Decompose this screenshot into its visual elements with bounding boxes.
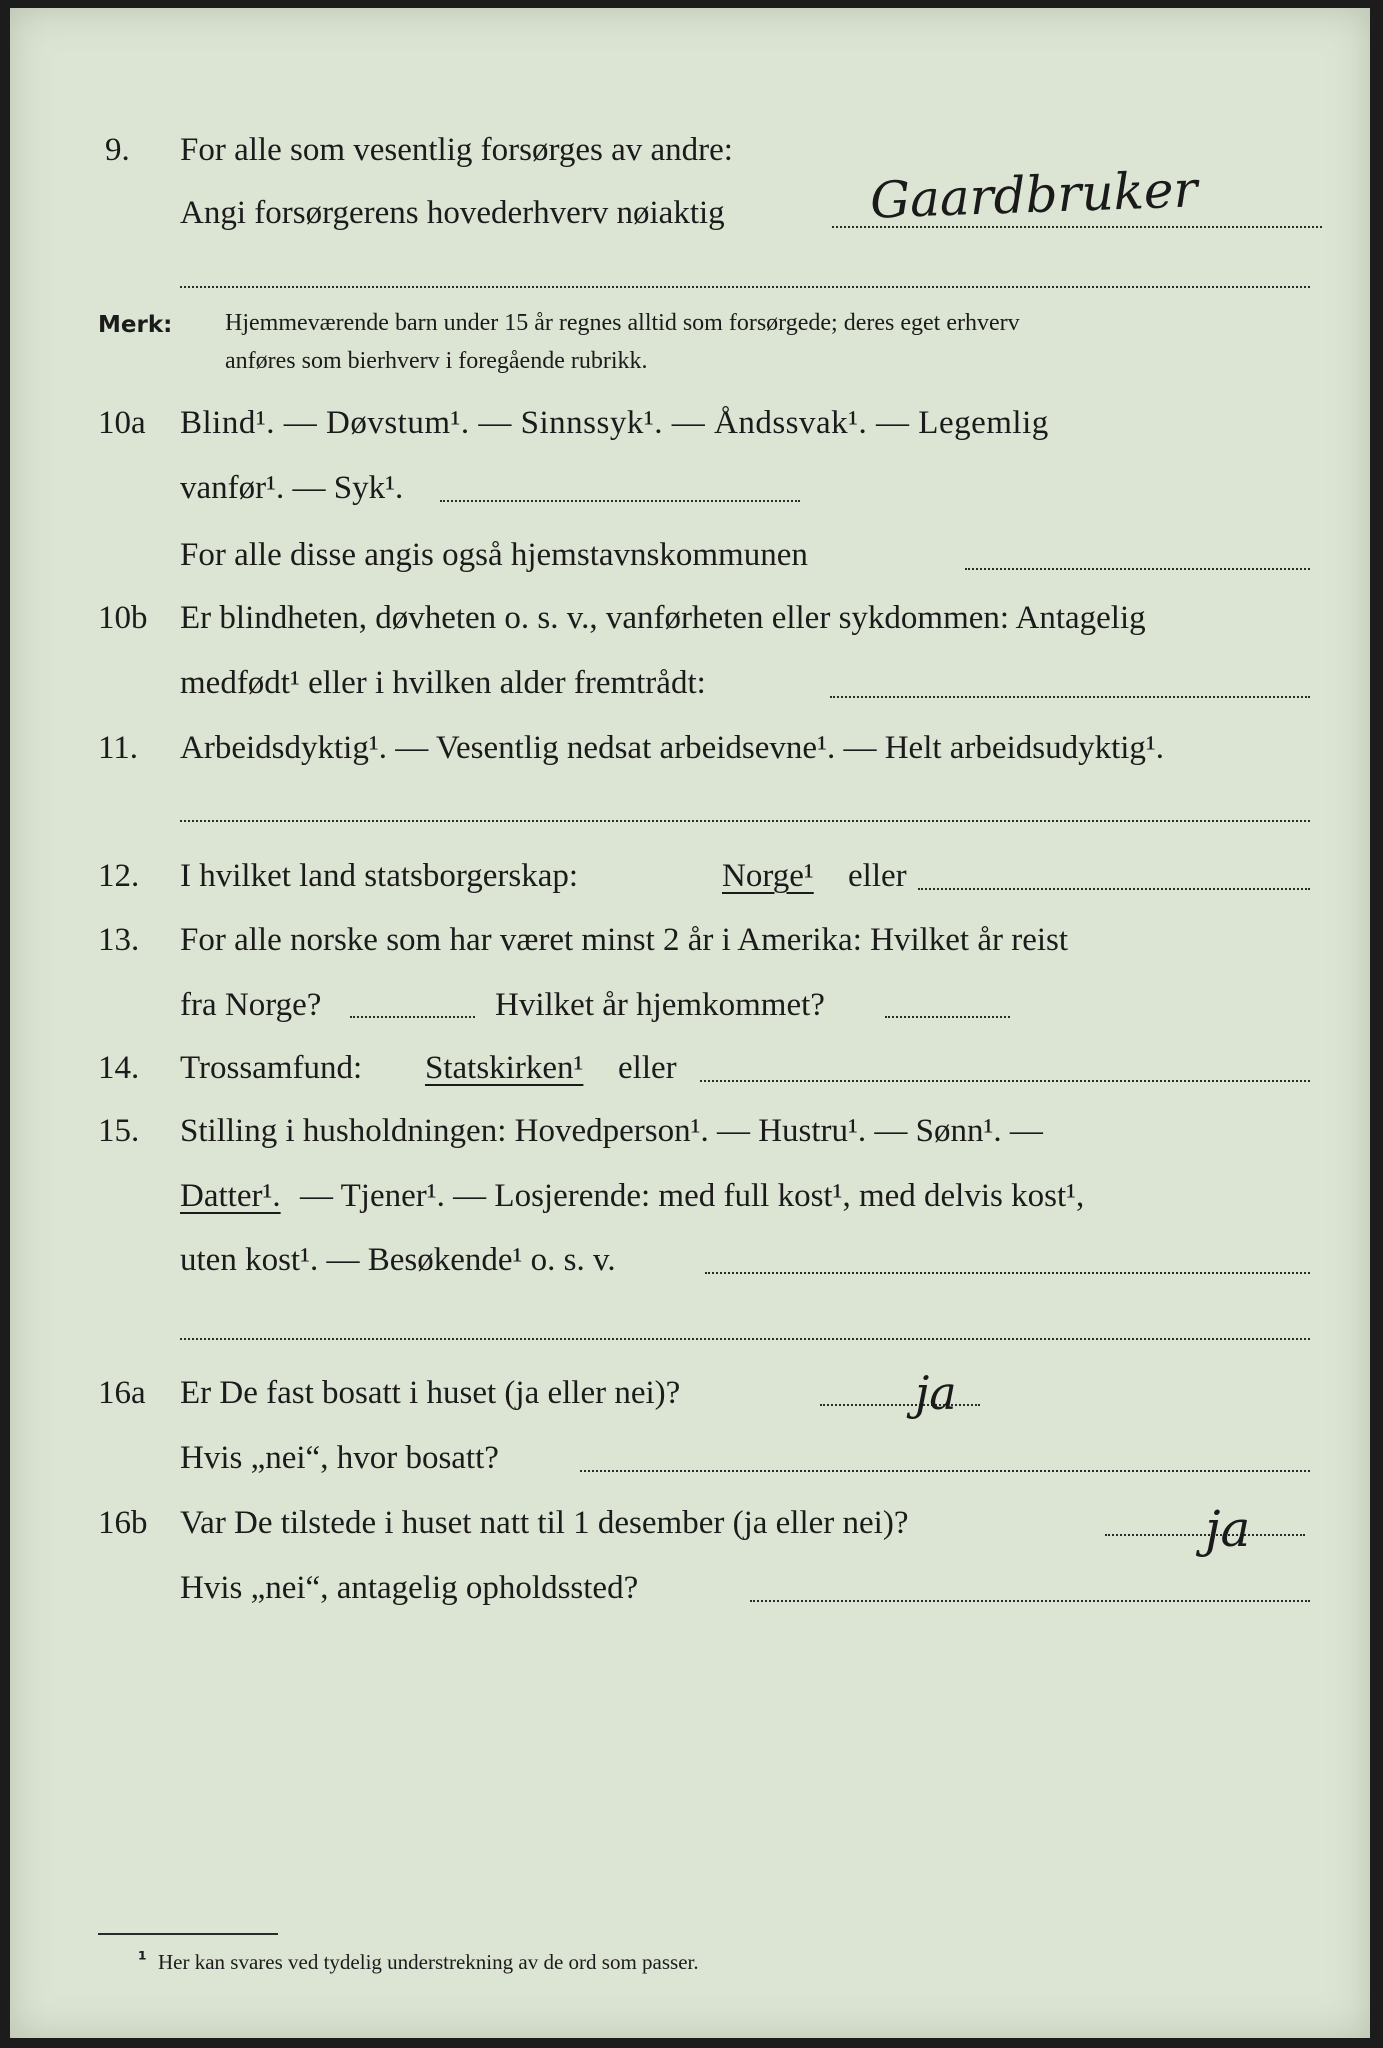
q15-line3: uten kost¹. — Besøkende¹ o. s. v. bbox=[180, 1242, 616, 1278]
q10b-number: 10b bbox=[98, 600, 148, 636]
merk-line1: Hjemmeværende barn under 15 år regnes alltid som forsørgede; deres eget erhverv bbox=[225, 310, 1020, 336]
q13-line1: For alle norske som har været minst 2 år i Amerika: Hvilket år reist bbox=[180, 922, 1069, 958]
q16b-opholdssted-line bbox=[750, 1600, 1310, 1602]
q16b-line1: Var De tilstede i huset natt til 1 desember (ja eller nei)? bbox=[180, 1505, 909, 1541]
q10a-line3: For alle disse angis også hjemstavnskommunen bbox=[180, 537, 808, 573]
q11-line1: Arbeidsdyktig¹. — Vesentlig nedsat arbeidsevne¹. — Helt arbeidsudyktig¹. bbox=[180, 730, 1165, 766]
q15-extra-line bbox=[180, 1338, 1310, 1340]
q16a-handwritten-answer: ja bbox=[915, 1366, 957, 1420]
q15-line2b: — Tjener¹. — Losjerende: med full kost¹, med delvis kost¹, bbox=[300, 1178, 1085, 1214]
q13-hjemkommet-line bbox=[885, 1016, 1010, 1018]
q13-line2a: fra Norge? bbox=[180, 987, 322, 1023]
merk-label: Merk: bbox=[98, 312, 173, 338]
q11-extra-line bbox=[180, 820, 1310, 822]
q10a-kommune-line bbox=[965, 568, 1310, 570]
q10b-answer-line bbox=[830, 696, 1310, 698]
q9-extra-line bbox=[180, 286, 1310, 288]
q12-option-norge: Norge¹ bbox=[722, 858, 814, 894]
q12-suffix: eller bbox=[848, 858, 907, 894]
footnote-text: Her kan svares ved tydelig understrekning av de ord som passer. bbox=[158, 1950, 699, 1974]
q10a-line2: vanfør¹. — Syk¹. bbox=[180, 470, 404, 506]
q10b-line2: medfødt¹ eller i hvilken alder fremtrådt: bbox=[180, 665, 706, 701]
q10a-line1: Blind¹. — Døvstum¹. — Sinnssyk¹. — Åndssvak¹. — Legemlig bbox=[180, 405, 1049, 441]
q11-number: 11. bbox=[98, 730, 139, 766]
q16a-bosatt-line bbox=[580, 1470, 1310, 1472]
q15-number: 15. bbox=[98, 1113, 140, 1149]
q9-number: 9. bbox=[105, 132, 130, 168]
q16b-handwritten-answer: ja bbox=[1205, 1500, 1251, 1558]
q15-line1: Stilling i husholdningen: Hovedperson¹. — Hustru¹. — Sønn¹. — bbox=[180, 1113, 1043, 1149]
q14-answer-line bbox=[700, 1080, 1310, 1082]
q9-line2: Angi forsørgerens hovederhverv nøiaktig bbox=[180, 195, 725, 231]
q14-prefix: Trossamfund: bbox=[180, 1050, 363, 1086]
q13-number: 13. bbox=[98, 922, 140, 958]
q10b-line1: Er blindheten, døvheten o. s. v., vanførheten eller sykdommen: Antagelig bbox=[180, 600, 1146, 636]
q16a-line2: Hvis „nei“, hvor bosatt? bbox=[180, 1440, 499, 1476]
q13-reist-line bbox=[350, 1016, 475, 1018]
q16b-number: 16b bbox=[98, 1505, 148, 1541]
q9-line1: For alle som vesentlig forsørges av andre: bbox=[180, 132, 733, 168]
q16b-line2: Hvis „nei“, antagelig opholdssted? bbox=[180, 1570, 639, 1606]
q12-answer-line bbox=[918, 888, 1310, 890]
merk-line2: anføres som bierhverv i foregående rubrikk. bbox=[225, 348, 648, 374]
q16a-number: 16a bbox=[98, 1375, 146, 1411]
q9-handwritten-answer: Gaardbruker bbox=[869, 160, 1199, 230]
footnote-mark: ¹ bbox=[138, 1947, 147, 1971]
q15-answer-line bbox=[705, 1272, 1310, 1274]
q14-option-statskirken: Statskirken¹ bbox=[425, 1050, 584, 1086]
q16a-line1: Er De fast bosatt i huset (ja eller nei)? bbox=[180, 1375, 681, 1411]
q14-suffix: eller bbox=[618, 1050, 677, 1086]
q12-prefix: I hvilket land statsborgerskap: bbox=[180, 858, 579, 894]
q13-line2b: Hvilket år hjemkommet? bbox=[495, 987, 825, 1023]
q10a-number: 10a bbox=[98, 405, 146, 441]
q12-number: 12. bbox=[98, 858, 140, 894]
q14-number: 14. bbox=[98, 1050, 140, 1086]
q10a-syk-line bbox=[440, 500, 800, 502]
footnote-rule bbox=[98, 1933, 278, 1935]
q15-option-datter: Datter¹. bbox=[180, 1178, 281, 1214]
census-form-page bbox=[10, 8, 1370, 2038]
